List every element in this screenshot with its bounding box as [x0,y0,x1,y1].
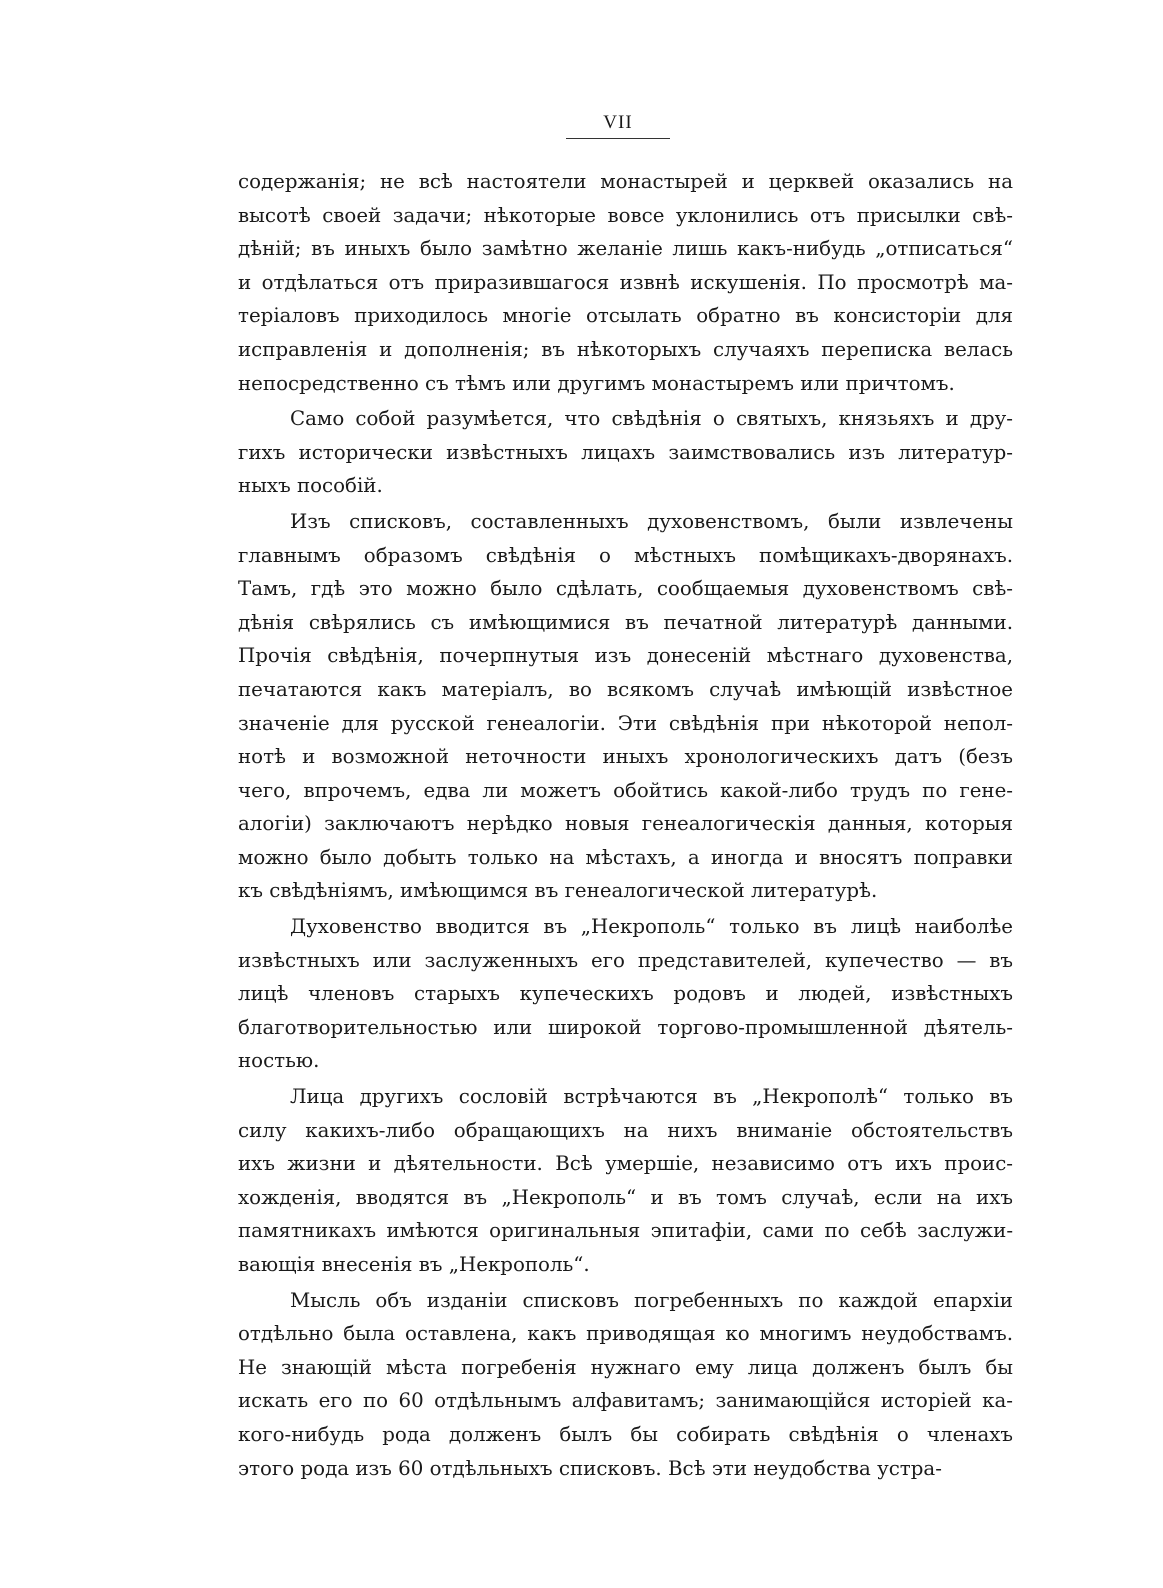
text-line: дѣній; въ иныхъ было замѣтно желаніе лишь какъ-нибудь „отписаться“ [238,237,1013,261]
text-line: гихъ исторически извѣстныхъ лицахъ заимствовались изъ литератур- [238,440,1013,464]
text-line: главнымъ образомъ свѣдѣнія о мѣстныхъ помѣщикахъ-дворянахъ. [238,543,1013,567]
text-line: Само собой разумѣется, что свѣдѣнія о святыхъ, князьяхъ и дру- [290,407,1013,431]
text-line: нотѣ и возможной неточности иныхъ хронологическихъ датъ (безъ [238,745,1013,769]
text-line: и отдѣлаться отъ приразившагося извнѣ искушенія. По просмотрѣ ма- [238,270,1013,294]
paragraph [238,402,1013,503]
text-line: непосредственно съ тѣмъ или другимъ монастыремъ или причтомъ. [238,371,955,395]
text-line: къ свѣдѣніямъ, имѣющимся въ генеалогической литературѣ. [238,879,878,903]
text-line: ихъ жизни и дѣятельности. Всѣ умершіе, независимо отъ ихъ проис- [238,1152,1013,1176]
text-line: Мысль объ изданіи списковъ погребенныхъ по каждой епархіи [290,1288,1013,1312]
text-line: исправленія и дополненія; въ нѣкоторыхъ случаяхъ переписка велась [238,337,1013,361]
text-line: извѣстныхъ или заслуженныхъ его представителей, купечество — въ [238,948,1013,972]
text-line: высотѣ своей задачи; нѣкоторые вовсе уклонились отъ присылки свѣ- [238,203,1013,227]
header-rule [566,138,670,139]
paragraph [238,1284,1013,1486]
paragraph [238,165,1013,400]
text-line: Лица другихъ сословій встрѣчаются въ „Некрополѣ“ только въ [290,1085,1013,1109]
text-line: лицѣ членовъ старыхъ купеческихъ родовъ и людей, извѣстныхъ [238,982,1013,1006]
text-line: кого-нибудь рода долженъ былъ бы собирать свѣдѣнія о членахъ [238,1422,1013,1446]
text-line: ностью. [238,1049,320,1073]
text-line: Изъ списковъ, составленныхъ духовенствомъ, были извлечены [290,509,1013,533]
text-line: этого рода изъ 60 отдѣльныхъ списковъ. Всѣ эти неудобства устра- [238,1456,942,1480]
text-line: силу какихъ-либо обращающихъ на нихъ вниманіе обстоятельствъ [238,1118,1013,1142]
text-line: Прочія свѣдѣнія, почерпнутыя изъ донесеній мѣстнаго духовенства, [238,644,1013,668]
text-line: искать его по 60 отдѣльнымъ алфавитамъ; занимающійся исторіей ка- [238,1389,1013,1413]
paragraph [238,1080,1013,1282]
paragraph [238,910,1013,1078]
text-line: благотворительностью или широкой торгово-промышленной дѣятель- [238,1015,1013,1039]
text-line: теріаловъ приходилось многіе отсылать обратно въ консисторіи для [238,304,1013,328]
text-line: печатаются какъ матеріалъ, во всякомъ случаѣ имѣющій извѣстное [238,677,1013,701]
text-line: Тамъ, гдѣ это можно было сдѣлать, сообщаемыя духовенствомъ свѣ- [238,577,1013,601]
text-line: вающія внесенія въ „Некрополь“. [238,1253,590,1276]
page-header [566,112,670,139]
text-line: отдѣльно была оставлена, какъ приводящая ко многимъ неудобствамъ. [238,1322,1013,1346]
text-line: чего, впрочемъ, едва ли можетъ обойтись какой-либо трудъ по гене- [238,778,1013,802]
text-line: Духовенство вводится въ „Некрополь“ только въ лицѣ наиболѣе [290,915,1013,939]
text-line: хожденія, вводятся въ „Некрополь“ и въ томъ случаѣ, если на ихъ [238,1185,1013,1209]
text-line: ныхъ пособій. [238,474,383,498]
text-line: Не знающій мѣста погребенія нужнаго ему лица долженъ былъ бы [238,1355,1013,1379]
page-number: VII [603,112,633,133]
text-line: памятникахъ имѣются оригинальныя эпитафіи, сами по себѣ заслужи- [238,1219,1013,1243]
text-line: можно было добыть только на мѣстахъ, а иногда и вносятъ поправки [238,845,1013,869]
paragraph [238,505,1013,908]
text-line: алогіи) заключаютъ нерѣдко новыя генеалогическія данныя, которыя [238,812,1013,836]
text-line: значеніе для русской генеалогіи. Эти свѣдѣнія при нѣкоторой непол- [238,711,1013,735]
text-line: дѣнія свѣрялись съ имѣющимися въ печатной литературѣ данными. [238,610,1013,634]
text-line: содержанія; не всѣ настоятели монастырей и церквей оказались на [238,170,1013,193]
body-text [238,165,1013,1487]
